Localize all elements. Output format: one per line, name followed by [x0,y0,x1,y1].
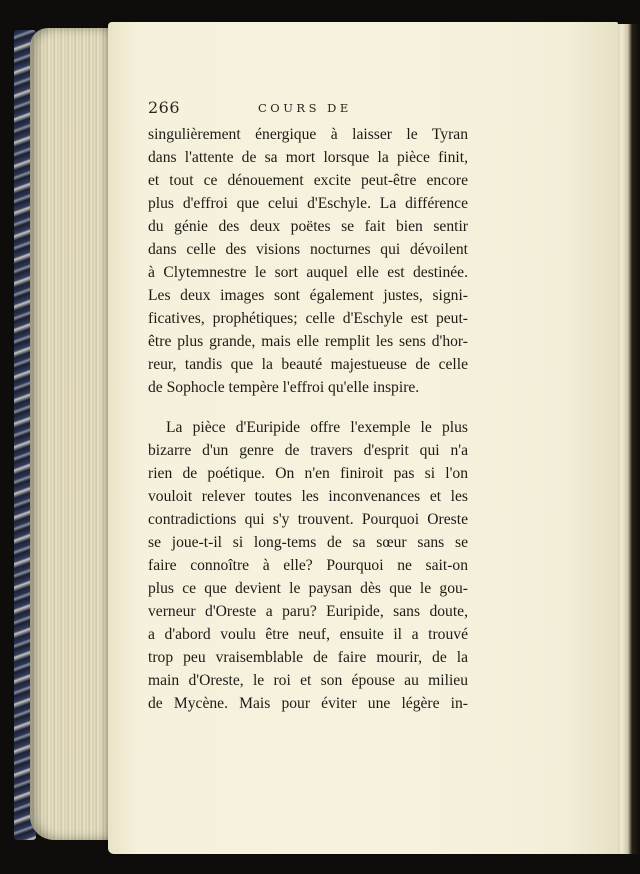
text-line: main d'Oreste, le roi et son épouse au milieu [148,672,468,689]
text-line: reur, tandis que la beauté majestueuse de celle [148,356,468,373]
body-text [148,123,468,715]
page-number: 266 [148,98,181,117]
text-line: à Clytemnestre le sort auquel elle est destinée. [148,264,468,281]
text-line: de Sophocle tempère l'effroi qu'elle inspire. [148,379,420,396]
text-line: trop peu vraisemblable de faire mourir, de la [148,649,468,666]
text-line: plus d'effroi que celui d'Eschyle. La différence [148,195,468,212]
text-line: contradictions qui s'y trouvent. Pourquoi Oreste [148,511,468,528]
text-line: dans l'attente de sa mort lorsque la pièce finit, [148,149,468,166]
text-line: singulièrement énergique à laisser le Tyran [148,126,468,143]
paragraph-1 [148,123,468,399]
text-line: faire connoître à elle? Pourquoi ne sait-on [148,557,468,574]
text-line: verneur d'Oreste a paru? Euripide, sans doute, [148,603,468,620]
text-line: dans celle des visions nocturnes qui dévoilent [148,241,468,258]
text-line: bizarre d'un genre de travers d'esprit qui n'a [148,442,468,459]
text-line: Les deux images sont également justes, signi- [148,287,468,304]
paragraph-gap [148,399,468,416]
page-header [148,98,464,120]
text-line: et tout ce dénouement excite peut-être encore [148,172,468,189]
text-line: rien de poétique. On n'en finiroit pas si l'on [148,465,468,482]
text-line: être plus grande, mais elle remplit les sens d'hor- [148,333,468,350]
running-head: COURS DE [258,101,352,115]
text-line: de Mycène. Mais pour éviter une légère in- [148,695,468,712]
text-line: du génie des deux poëtes se fait bien sentir [148,218,468,235]
paragraph-2 [148,416,468,715]
text-line: vouloit relever toutes les inconvenances et les [148,488,468,505]
text-line: plus ce que devient le paysan dès que le gou- [148,580,468,597]
text-line: se joue-t-il si long-tems de sa sœur sans se [148,534,468,551]
text-line: La pièce d'Euripide offre l'exemple le plus [166,419,468,436]
text-line: ficatives, prophétiques; celle d'Eschyle est peut- [148,310,468,327]
text-line: a d'abord voulu être neuf, ensuite il a trouvé [148,626,468,643]
